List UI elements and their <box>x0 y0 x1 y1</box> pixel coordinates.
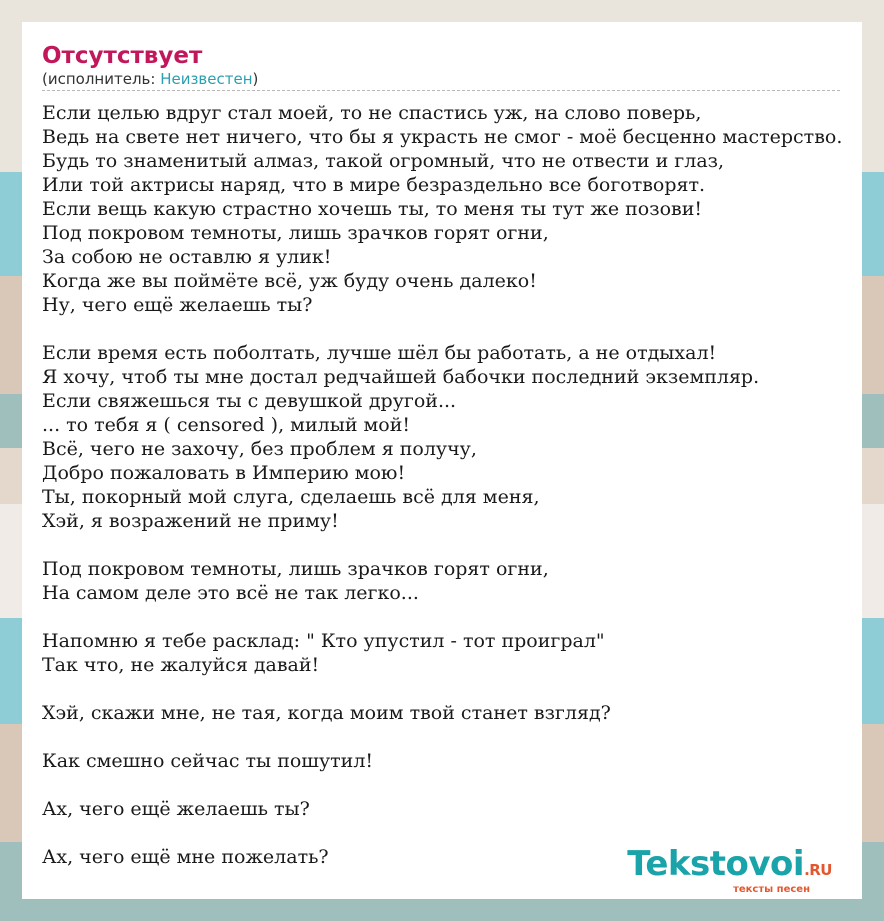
artist-prefix: (исполнитель: <box>42 70 161 88</box>
lyrics-text: Если целью вдруг стал моей, то не спастись уж, на слово поверь, Ведь на свете нет ничего, что бы я украсть не смог - моё бесценно мастерство. Будь то знаменитый алмаз, такой огромный, что не отвести и глаз, Или той актрисы наряд, что в мире безраздельно все боготворят. Если вещь какую страстно хочешь ты, то меня ты тут же позови! Под покровом темноты, лишь зрачков горят огни, За собою не оставлю я улик! Когда же вы поймёте всё, уж буду очень далеко! Ну, чего ещё желаешь ты? Если время есть поболтать, лучше шёл бы работать, а не отдыхал! Я хочу, чтоб ты мне достал редчайшей бабочки последний экземпляр. Если свяжешься ты с девушкой другой... ... то тебя я ( censored ), милый мой! Всё, чего не захочу, без проблем я получу, Добро пожаловать в Империю мою! Ты, покорный мой слуга, сделаешь всё для меня, Хэй, я возражений не приму! Под покровом темноты, лишь зрачков горят огни, На самом деле это всё не так легко... Напомню я тебе расклад: " Кто упустил - тот проиграл" Так что, не жалуйся давай! Хэй, скажи мне, не тая, когда моим твой станет взгляд? Как смешно сейчас ты пошутил! Ах, чего ещё желаешь ты? Ах, чего ещё мне пожелать? <box>42 102 843 868</box>
artist-suffix: ) <box>252 70 259 88</box>
song-title: Отсутствует <box>42 43 203 69</box>
logo-tld: .RU <box>804 861 832 879</box>
site-logo[interactable] <box>627 846 832 895</box>
lyrics-card <box>22 22 862 899</box>
artist-line <box>42 70 840 91</box>
artist-link[interactable]: Неизвестен <box>160 70 253 88</box>
logo-tagline: тексты песен <box>733 884 810 895</box>
logo-name: Tekstovoi <box>627 844 805 884</box>
